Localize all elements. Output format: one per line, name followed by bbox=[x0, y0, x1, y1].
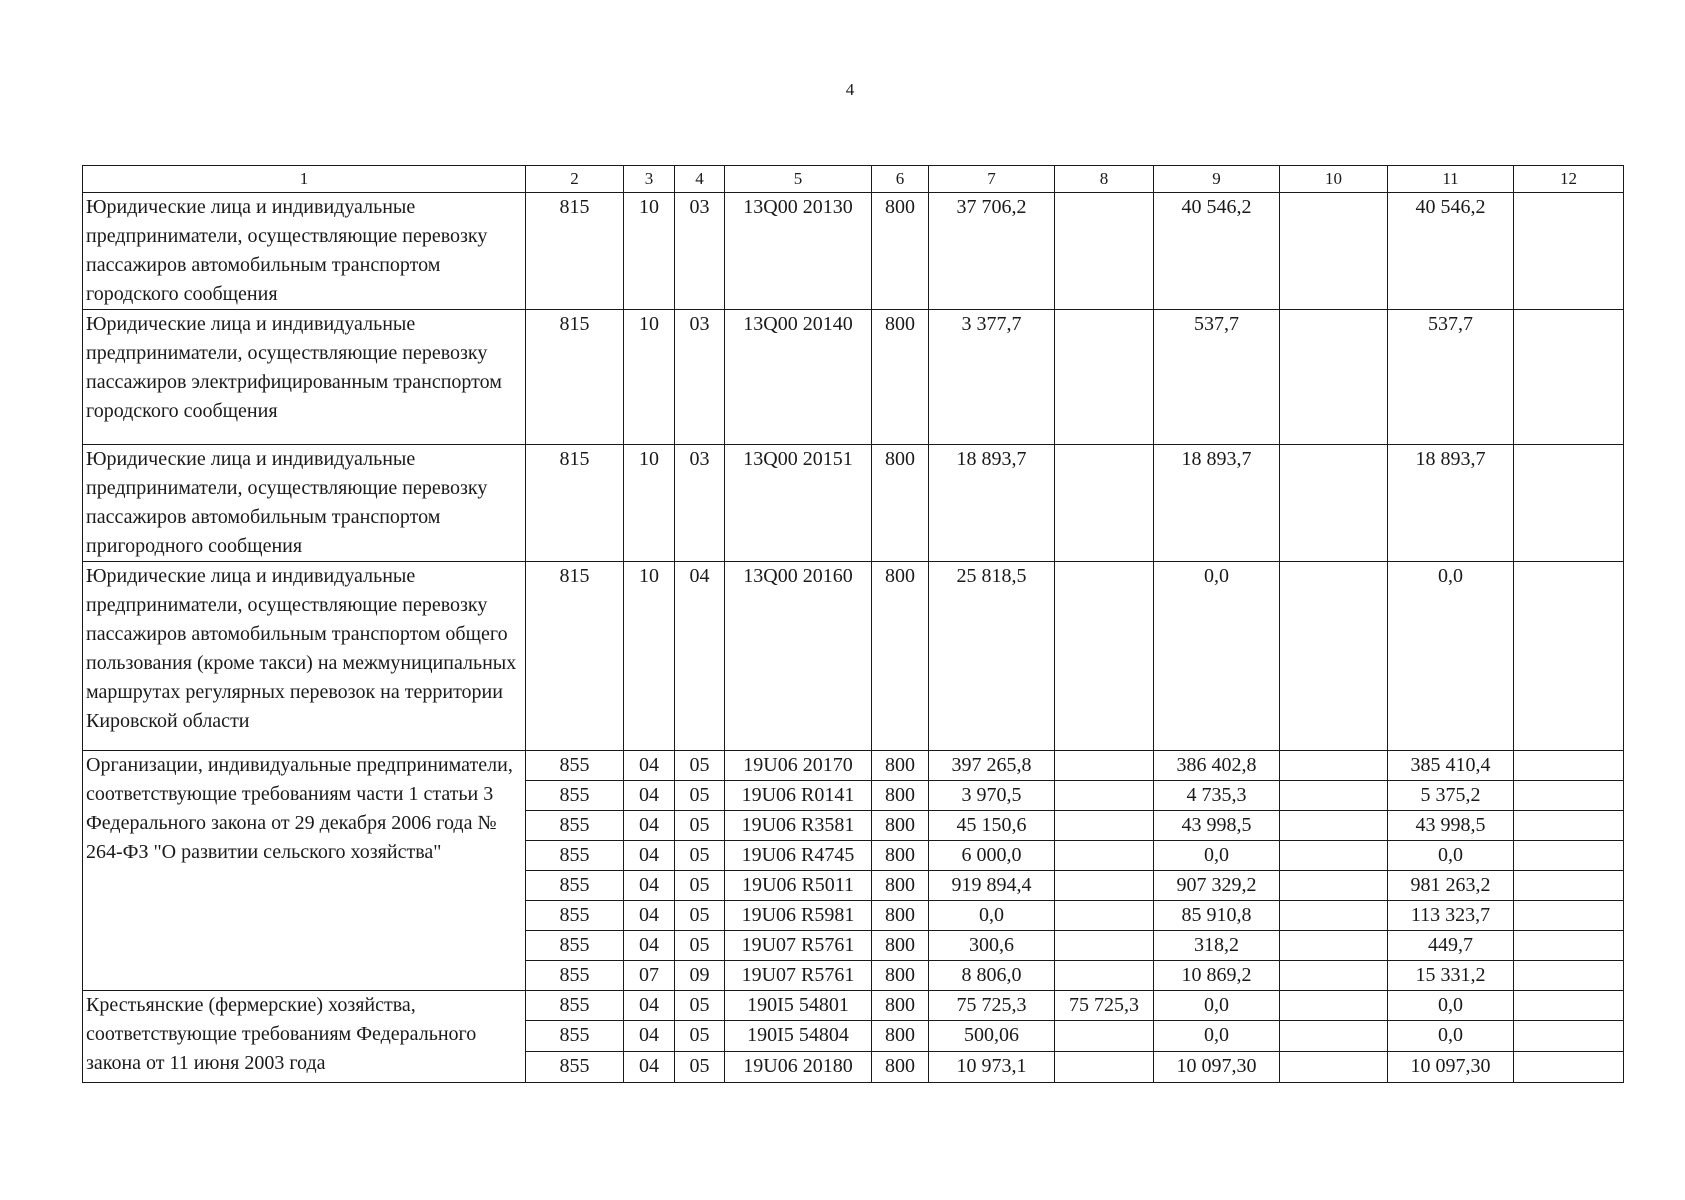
cell-value-8 bbox=[1055, 961, 1154, 991]
cell-value-12 bbox=[1514, 781, 1624, 811]
cell-value-12 bbox=[1514, 811, 1624, 841]
page-number: 4 bbox=[845, 80, 855, 99]
recipient-description: Юридические лица и индивидуальные предприниматели, осуществляющие перевозку пассажиров автомобильным транспортом пригородного сообщения bbox=[83, 445, 526, 562]
cell-value-10 bbox=[1280, 871, 1388, 901]
cell-code-2: 855 bbox=[526, 871, 624, 901]
cell-code-4: 03 bbox=[675, 445, 725, 562]
column-header: 11 bbox=[1388, 166, 1514, 193]
cell-code-3: 04 bbox=[624, 811, 675, 841]
cell-value-8 bbox=[1055, 193, 1154, 310]
table-row bbox=[83, 310, 1624, 445]
cell-code-5: 19U06 20180 bbox=[725, 1052, 872, 1083]
cell-value-12 bbox=[1514, 871, 1624, 901]
column-header: 3 bbox=[624, 166, 675, 193]
cell-value-12 bbox=[1514, 961, 1624, 991]
cell-value-11: 0,0 bbox=[1388, 841, 1514, 871]
cell-code-6: 800 bbox=[872, 1021, 929, 1052]
cell-value-9: 4 735,3 bbox=[1154, 781, 1280, 811]
cell-code-3: 10 bbox=[624, 310, 675, 445]
cell-code-4: 05 bbox=[675, 931, 725, 961]
cell-value-9: 0,0 bbox=[1154, 1021, 1280, 1052]
cell-code-3: 04 bbox=[624, 871, 675, 901]
cell-code-5: 19U06 R5011 bbox=[725, 871, 872, 901]
cell-code-4: 05 bbox=[675, 751, 725, 781]
cell-code-3: 10 bbox=[624, 445, 675, 562]
cell-value-8 bbox=[1055, 562, 1154, 751]
table-row bbox=[83, 562, 1624, 751]
cell-code-6: 800 bbox=[872, 811, 929, 841]
cell-value-9: 43 998,5 bbox=[1154, 811, 1280, 841]
cell-value-10 bbox=[1280, 991, 1388, 1021]
cell-value-11: 385 410,4 bbox=[1388, 751, 1514, 781]
cell-value-10 bbox=[1280, 1021, 1388, 1052]
cell-code-6: 800 bbox=[872, 901, 929, 931]
column-header: 5 bbox=[725, 166, 872, 193]
cell-value-11: 10 097,30 bbox=[1388, 1052, 1514, 1083]
cell-code-3: 04 bbox=[624, 751, 675, 781]
cell-code-6: 800 bbox=[872, 931, 929, 961]
cell-value-7: 10 973,1 bbox=[929, 1052, 1055, 1083]
cell-value-9: 18 893,7 bbox=[1154, 445, 1280, 562]
cell-value-7: 6 000,0 bbox=[929, 841, 1055, 871]
cell-code-3: 04 bbox=[624, 781, 675, 811]
recipient-description: Крестьянские (фермерские) хозяйства, соответствующие требованиям Федерального закона от 11 июня 2003 года bbox=[83, 991, 526, 1083]
cell-value-12 bbox=[1514, 1052, 1624, 1083]
cell-value-7: 18 893,7 bbox=[929, 445, 1055, 562]
cell-value-11: 40 546,2 bbox=[1388, 193, 1514, 310]
cell-value-10 bbox=[1280, 562, 1388, 751]
cell-code-4: 09 bbox=[675, 961, 725, 991]
cell-value-12 bbox=[1514, 931, 1624, 961]
cell-code-5: 13Q00 20140 bbox=[725, 310, 872, 445]
cell-code-6: 800 bbox=[872, 751, 929, 781]
cell-value-8: 75 725,3 bbox=[1055, 991, 1154, 1021]
cell-code-3: 04 bbox=[624, 931, 675, 961]
cell-value-10 bbox=[1280, 445, 1388, 562]
cell-code-6: 800 bbox=[872, 841, 929, 871]
cell-value-8 bbox=[1055, 1052, 1154, 1083]
cell-code-6: 800 bbox=[872, 193, 929, 310]
cell-value-10 bbox=[1280, 931, 1388, 961]
cell-code-4: 05 bbox=[675, 841, 725, 871]
cell-code-4: 05 bbox=[675, 901, 725, 931]
cell-code-2: 855 bbox=[526, 811, 624, 841]
recipient-description: Юридические лица и индивидуальные предприниматели, осуществляющие перевозку пассажиров автомобильным транспортом городского сообщения bbox=[83, 193, 526, 310]
cell-value-7: 397 265,8 bbox=[929, 751, 1055, 781]
cell-code-6: 800 bbox=[872, 310, 929, 445]
cell-value-12 bbox=[1514, 901, 1624, 931]
cell-code-2: 855 bbox=[526, 961, 624, 991]
cell-value-9: 10 869,2 bbox=[1154, 961, 1280, 991]
cell-code-5: 190I5 54801 bbox=[725, 991, 872, 1021]
cell-code-2: 815 bbox=[526, 310, 624, 445]
cell-code-2: 855 bbox=[526, 901, 624, 931]
cell-value-7: 3 377,7 bbox=[929, 310, 1055, 445]
cell-value-7: 500,06 bbox=[929, 1021, 1055, 1052]
cell-code-4: 05 bbox=[675, 1052, 725, 1083]
cell-code-5: 13Q00 20160 bbox=[725, 562, 872, 751]
cell-code-3: 04 bbox=[624, 841, 675, 871]
cell-code-4: 05 bbox=[675, 991, 725, 1021]
cell-value-8 bbox=[1055, 1021, 1154, 1052]
cell-value-11: 43 998,5 bbox=[1388, 811, 1514, 841]
cell-value-7: 919 894,4 bbox=[929, 871, 1055, 901]
cell-value-10 bbox=[1280, 841, 1388, 871]
header-row bbox=[83, 166, 1624, 193]
cell-value-12 bbox=[1514, 445, 1624, 562]
cell-value-11: 981 263,2 bbox=[1388, 871, 1514, 901]
cell-code-4: 05 bbox=[675, 781, 725, 811]
recipient-description: Юридические лица и индивидуальные предприниматели, осуществляющие перевозку пассажиров автомобильным транспортом общего пользования (кроме такси) на межмуниципальных маршрутах регулярных перевозок на территории Кировской области bbox=[83, 562, 526, 751]
cell-value-9: 907 329,2 bbox=[1154, 871, 1280, 901]
cell-code-6: 800 bbox=[872, 562, 929, 751]
cell-value-9: 537,7 bbox=[1154, 310, 1280, 445]
cell-value-10 bbox=[1280, 751, 1388, 781]
cell-value-10 bbox=[1280, 961, 1388, 991]
cell-value-12 bbox=[1514, 1021, 1624, 1052]
cell-value-10 bbox=[1280, 901, 1388, 931]
cell-value-10 bbox=[1280, 193, 1388, 310]
cell-value-11: 18 893,7 bbox=[1388, 445, 1514, 562]
cell-value-12 bbox=[1514, 193, 1624, 310]
table-row bbox=[83, 751, 1624, 781]
cell-value-12 bbox=[1514, 841, 1624, 871]
recipient-description: Юридические лица и индивидуальные предприниматели, осуществляющие перевозку пассажиров электрифицированным транспортом городского сообщения bbox=[83, 310, 526, 445]
cell-value-11: 537,7 bbox=[1388, 310, 1514, 445]
cell-value-11: 0,0 bbox=[1388, 1021, 1514, 1052]
cell-value-11: 0,0 bbox=[1388, 991, 1514, 1021]
cell-code-5: 19U06 R5981 bbox=[725, 901, 872, 931]
cell-code-2: 855 bbox=[526, 781, 624, 811]
cell-value-9: 85 910,8 bbox=[1154, 901, 1280, 931]
column-header: 6 bbox=[872, 166, 929, 193]
cell-value-9: 318,2 bbox=[1154, 931, 1280, 961]
column-header: 2 bbox=[526, 166, 624, 193]
cell-value-9: 0,0 bbox=[1154, 991, 1280, 1021]
cell-value-8 bbox=[1055, 841, 1154, 871]
cell-value-8 bbox=[1055, 781, 1154, 811]
cell-code-4: 05 bbox=[675, 811, 725, 841]
cell-code-4: 05 bbox=[675, 871, 725, 901]
cell-code-2: 855 bbox=[526, 751, 624, 781]
column-header: 7 bbox=[929, 166, 1055, 193]
cell-value-11: 113 323,7 bbox=[1388, 901, 1514, 931]
cell-code-3: 04 bbox=[624, 1021, 675, 1052]
cell-value-10 bbox=[1280, 1052, 1388, 1083]
cell-value-7: 37 706,2 bbox=[929, 193, 1055, 310]
cell-value-9: 40 546,2 bbox=[1154, 193, 1280, 310]
cell-code-3: 10 bbox=[624, 193, 675, 310]
cell-code-4: 03 bbox=[675, 193, 725, 310]
recipient-description: Организации, индивидуальные предприниматели, соответствующие требованиям части 1 статьи 3 Федерального закона от 29 декабря 2006 года № 264-ФЗ "О развитии сельского хозяйства" bbox=[83, 751, 526, 991]
cell-value-12 bbox=[1514, 310, 1624, 445]
cell-value-8 bbox=[1055, 310, 1154, 445]
cell-value-8 bbox=[1055, 445, 1154, 562]
column-header: 9 bbox=[1154, 166, 1280, 193]
budget-table bbox=[82, 165, 1624, 1083]
cell-code-2: 855 bbox=[526, 931, 624, 961]
cell-value-9: 0,0 bbox=[1154, 841, 1280, 871]
cell-code-6: 800 bbox=[872, 1052, 929, 1083]
cell-code-4: 03 bbox=[675, 310, 725, 445]
cell-code-5: 19U06 R0141 bbox=[725, 781, 872, 811]
cell-code-2: 855 bbox=[526, 1021, 624, 1052]
table-row bbox=[83, 193, 1624, 310]
cell-code-2: 815 bbox=[526, 193, 624, 310]
cell-code-5: 19U07 R5761 bbox=[725, 931, 872, 961]
table-row bbox=[83, 445, 1624, 562]
cell-value-8 bbox=[1055, 751, 1154, 781]
cell-code-5: 19U06 R4745 bbox=[725, 841, 872, 871]
table-row bbox=[83, 991, 1624, 1021]
column-header: 10 bbox=[1280, 166, 1388, 193]
column-header: 1 bbox=[83, 166, 526, 193]
cell-value-12 bbox=[1514, 562, 1624, 751]
cell-code-3: 10 bbox=[624, 562, 675, 751]
cell-code-6: 800 bbox=[872, 445, 929, 562]
cell-value-9: 0,0 bbox=[1154, 562, 1280, 751]
cell-value-8 bbox=[1055, 871, 1154, 901]
cell-value-7: 25 818,5 bbox=[929, 562, 1055, 751]
cell-code-2: 855 bbox=[526, 841, 624, 871]
column-header: 4 bbox=[675, 166, 725, 193]
cell-code-6: 800 bbox=[872, 781, 929, 811]
cell-code-3: 04 bbox=[624, 1052, 675, 1083]
cell-value-11: 0,0 bbox=[1388, 562, 1514, 751]
cell-value-8 bbox=[1055, 901, 1154, 931]
cell-value-9: 386 402,8 bbox=[1154, 751, 1280, 781]
cell-value-7: 45 150,6 bbox=[929, 811, 1055, 841]
cell-value-11: 5 375,2 bbox=[1388, 781, 1514, 811]
cell-code-2: 855 bbox=[526, 1052, 624, 1083]
cell-value-7: 8 806,0 bbox=[929, 961, 1055, 991]
cell-code-4: 04 bbox=[675, 562, 725, 751]
cell-code-5: 13Q00 20151 bbox=[725, 445, 872, 562]
cell-value-10 bbox=[1280, 310, 1388, 445]
cell-value-11: 449,7 bbox=[1388, 931, 1514, 961]
cell-code-2: 815 bbox=[526, 445, 624, 562]
cell-code-6: 800 bbox=[872, 871, 929, 901]
cell-value-9: 10 097,30 bbox=[1154, 1052, 1280, 1083]
cell-value-11: 15 331,2 bbox=[1388, 961, 1514, 991]
cell-code-2: 815 bbox=[526, 562, 624, 751]
cell-value-12 bbox=[1514, 991, 1624, 1021]
cell-code-4: 05 bbox=[675, 1021, 725, 1052]
cell-value-10 bbox=[1280, 781, 1388, 811]
cell-code-5: 19U07 R5761 bbox=[725, 961, 872, 991]
cell-value-7: 75 725,3 bbox=[929, 991, 1055, 1021]
cell-code-3: 04 bbox=[624, 991, 675, 1021]
cell-code-6: 800 bbox=[872, 991, 929, 1021]
cell-value-7: 0,0 bbox=[929, 901, 1055, 931]
column-header: 8 bbox=[1055, 166, 1154, 193]
table-body bbox=[83, 193, 1624, 1083]
column-header: 12 bbox=[1514, 166, 1624, 193]
cell-value-7: 3 970,5 bbox=[929, 781, 1055, 811]
cell-value-8 bbox=[1055, 811, 1154, 841]
cell-value-8 bbox=[1055, 931, 1154, 961]
cell-code-2: 855 bbox=[526, 991, 624, 1021]
cell-code-3: 07 bbox=[624, 961, 675, 991]
cell-code-5: 13Q00 20130 bbox=[725, 193, 872, 310]
cell-value-12 bbox=[1514, 751, 1624, 781]
cell-code-6: 800 bbox=[872, 961, 929, 991]
cell-code-5: 19U06 20170 bbox=[725, 751, 872, 781]
cell-value-7: 300,6 bbox=[929, 931, 1055, 961]
cell-code-5: 19U06 R3581 bbox=[725, 811, 872, 841]
cell-code-5: 190I5 54804 bbox=[725, 1021, 872, 1052]
cell-code-3: 04 bbox=[624, 901, 675, 931]
cell-value-10 bbox=[1280, 811, 1388, 841]
